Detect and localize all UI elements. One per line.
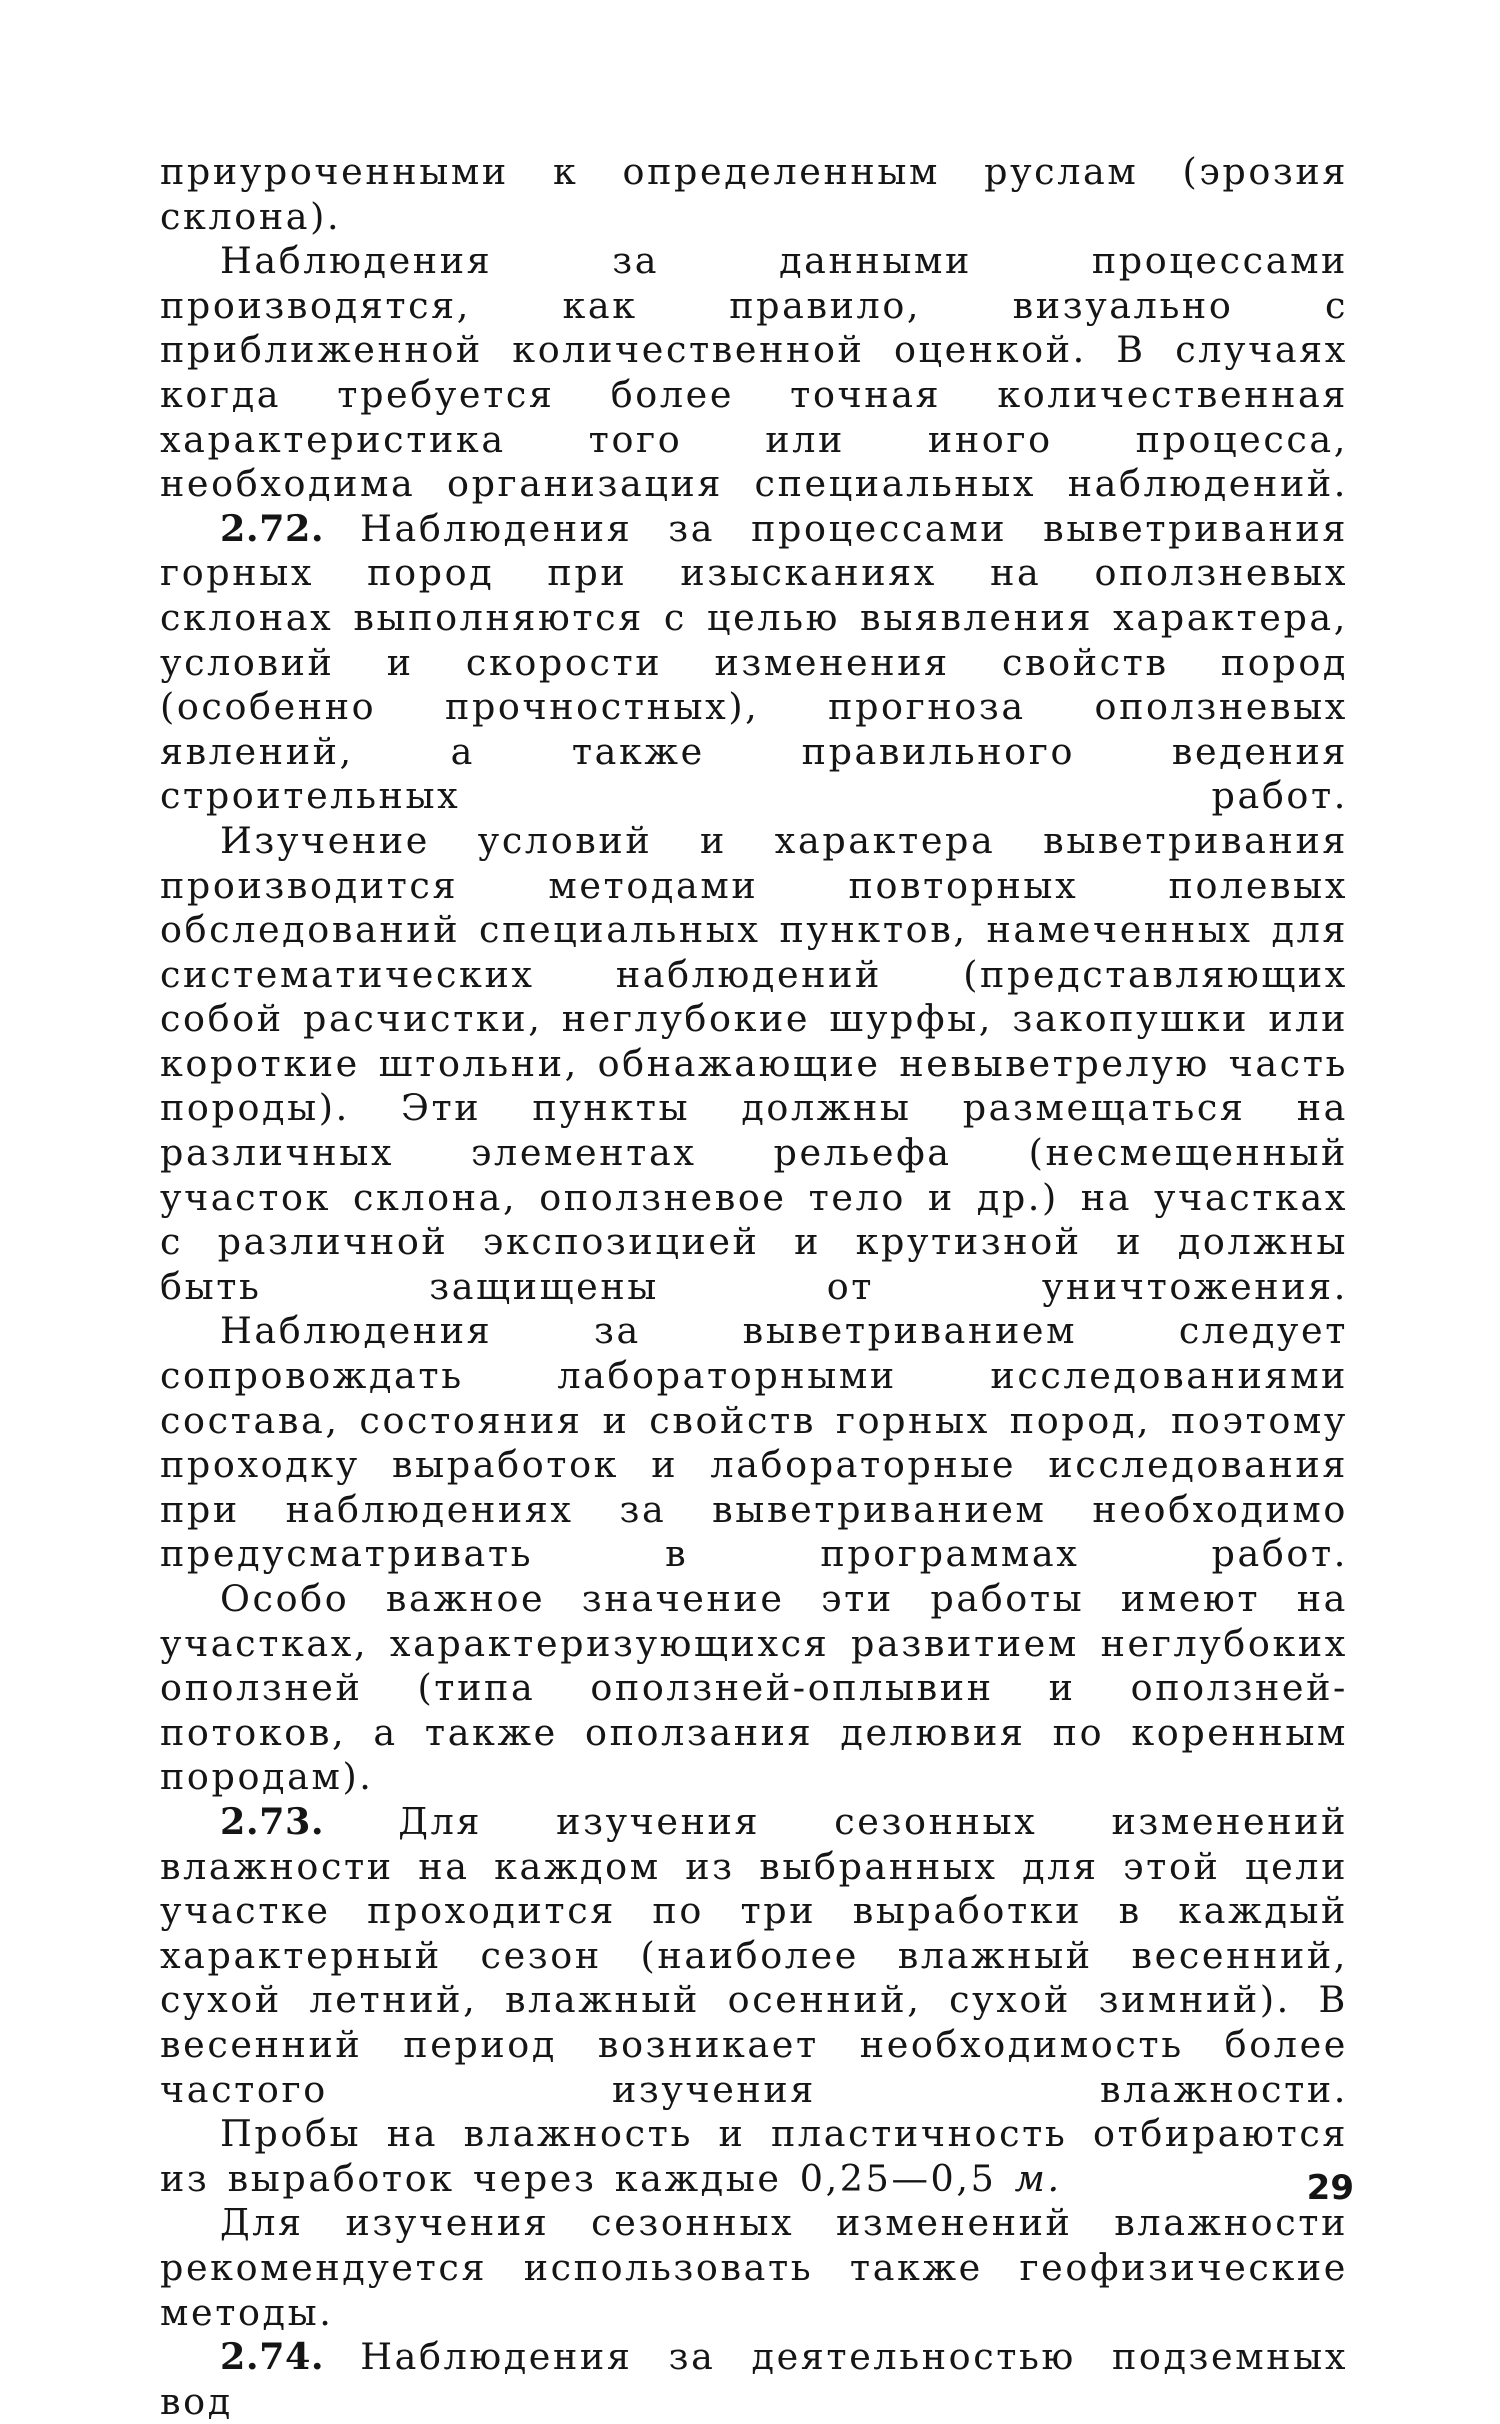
paragraph-special-importance — [160, 1577, 1348, 1800]
paragraph-text: Наблюдения за деятельностью подземных вод — [160, 2335, 1349, 2423]
paragraph-samples — [160, 2112, 1348, 2201]
paragraph-continuation — [160, 150, 1348, 239]
unit-meters: м. — [1014, 2156, 1062, 2200]
paragraph-weathering-study — [160, 819, 1348, 1310]
paragraph-text: Для изучения сезонных изменений влажности рекомендуется использовать также геофизические методы. — [160, 2201, 1348, 2334]
section-number: 2.72. — [220, 506, 325, 550]
paragraph-lab-research — [160, 1309, 1348, 1577]
paragraph-text: Пробы на влажность и пластичность отбираются из выработок через каждые 0,25—0,5 — [160, 2112, 1348, 2200]
section-number: 2.73. — [220, 1799, 325, 1843]
paragraph-text: Наблюдения за данными процессами производятся, как правило, визуально с приближенной количественной оценкой. В случаях когда требуется более точная количественная характеристика того или иного процесса, необходима организация специальных наблюдений. — [160, 239, 1348, 506]
paragraph-text: Наблюдения за процессами выветривания горных пород при изысканиях на оползневых склонах выполняются с целью выявления характера, условий и скорости изменения свойств пород (особенно прочностных), прогноза оползневых явлений, а также правильного ведения строительных работ. — [160, 506, 1348, 818]
paragraph-observations — [160, 239, 1348, 507]
paragraph-text: приуроченными к определенным руслам (эрозия склона). — [160, 150, 1348, 238]
paragraph-text: Для изучения сезонных изменений влажности на каждом из выбранных для этой цели участке проходится по три выработки в каждый характерный сезон (наиболее влажный весенний, сухой летний, влажный осенний, сухой зимний). В весенний период возникает необходимость более частого изучения влажности. — [160, 1799, 1348, 2111]
paragraph-text: Особо важное значение эти работы имеют на участках, характеризующихся развитием неглубоких оползней (типа оползней-оплывин и оползней-потоков, а также оползания делювия по коренным породам). — [160, 1577, 1348, 1799]
document-page — [160, 150, 1348, 2424]
paragraph-text: Наблюдения за выветриванием следует сопровождать лабораторными исследованиями состава, состояния и свойств горных пород, поэтому проходку выработок и лабораторные исследования при наблюдениях за выветриванием необходимо предусматривать в программах работ. — [160, 1309, 1348, 1576]
section-2-72 — [160, 507, 1348, 819]
page-number: 29 — [1306, 2168, 1354, 2208]
section-2-73 — [160, 1800, 1348, 2112]
paragraph-geophysics — [160, 2201, 1348, 2335]
paragraph-text: Изучение условий и характера выветривания производится методами повторных полевых обследований специальных пунктов, намеченных для систематических наблюдений (представляющих собой расчистки, неглубокие шурфы, закопушки или короткие штольни, обнажающие невыветрелую часть породы). Эти пункты должны размещаться на различных элементах рельефа (несмещенный участок склона, оползневое тело и др.) на участках с различной экспозицией и крутизной и должны быть защищены от уничтожения. — [160, 818, 1348, 1308]
section-number: 2.74. — [220, 2335, 325, 2379]
section-2-74 — [160, 2335, 1348, 2424]
